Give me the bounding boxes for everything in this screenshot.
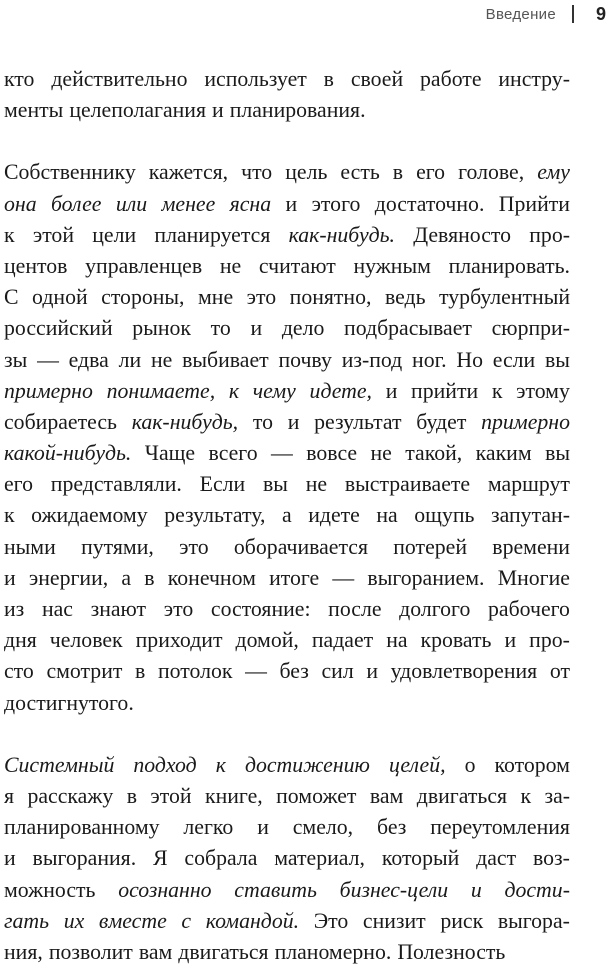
word: кровать <box>420 628 492 653</box>
text-line <box>4 251 570 282</box>
word: риск <box>440 908 484 933</box>
word: и <box>4 846 16 871</box>
paragraph-gap <box>4 126 570 157</box>
word: к <box>520 783 532 808</box>
word: ведь <box>384 285 426 310</box>
text-line <box>4 407 570 438</box>
word: представляли. <box>50 472 182 497</box>
word: Я <box>153 846 168 871</box>
word: работе <box>420 67 482 91</box>
word: и <box>4 565 16 590</box>
italic-word: к <box>228 378 240 403</box>
paragraph-gap <box>4 719 570 750</box>
word: в <box>323 67 334 91</box>
word: стороны, <box>101 285 185 310</box>
word: снизит <box>362 908 426 933</box>
italic-word: примерно <box>481 409 570 434</box>
text-line <box>4 313 570 344</box>
word: потолок <box>157 659 233 684</box>
word: я <box>4 783 15 808</box>
word: идете <box>308 503 360 528</box>
running-header <box>486 0 608 28</box>
word: результату, <box>164 503 266 528</box>
word: целеполагания <box>69 98 207 123</box>
word: это <box>246 285 277 310</box>
word: то <box>210 316 231 341</box>
word: котором <box>494 752 570 777</box>
word: Многие <box>497 565 570 590</box>
text-line <box>4 469 570 500</box>
word: кажется, <box>148 160 229 185</box>
italic-word: понимаете, <box>106 378 216 403</box>
word: такой, <box>405 441 463 466</box>
word: турбулентный <box>439 285 570 310</box>
word: в <box>126 783 137 808</box>
word: российский <box>4 316 113 341</box>
word: легко <box>183 815 234 840</box>
italic-word: с <box>181 908 192 933</box>
word: этой <box>32 222 75 247</box>
word: к <box>4 503 15 528</box>
word: а <box>281 503 292 528</box>
word: выгора- <box>497 908 570 933</box>
text-line <box>4 500 570 531</box>
word: одной <box>32 285 88 310</box>
word: не <box>219 253 242 278</box>
word: расскажу <box>27 783 114 808</box>
word: вы <box>545 347 570 372</box>
word: вам <box>369 783 404 808</box>
word: собираетесь <box>4 409 117 434</box>
text-line <box>4 438 570 469</box>
word: его <box>416 160 446 185</box>
word: Если <box>199 472 246 497</box>
word: сюрпри- <box>491 316 570 341</box>
italic-word: и <box>470 877 482 902</box>
word: от <box>549 659 570 684</box>
text-line <box>4 376 570 407</box>
word: сил <box>321 659 354 684</box>
word: всего <box>208 441 258 466</box>
word: инстру- <box>498 67 570 91</box>
word: ожидаемому <box>31 503 148 528</box>
word: не <box>370 441 392 466</box>
word: планировать. <box>448 253 570 278</box>
italic-word: ставить <box>234 877 317 902</box>
word: каким <box>475 441 532 466</box>
word: ными <box>4 534 56 559</box>
italic-word: более <box>51 191 102 216</box>
word: ния, <box>4 939 43 964</box>
word: планомерно. <box>274 939 392 964</box>
word: сто <box>4 659 34 684</box>
word: на <box>386 628 408 653</box>
word: в <box>135 659 146 684</box>
word: вовсе <box>306 441 358 466</box>
word: — <box>245 659 267 684</box>
word: планирования. <box>229 98 366 123</box>
word: этого <box>311 191 361 216</box>
word: что <box>241 160 273 185</box>
word: про- <box>529 222 570 247</box>
italic-word: целей, <box>388 752 446 777</box>
word: С <box>4 285 19 310</box>
italic-word: ясна <box>229 191 272 216</box>
word: итоге <box>269 565 320 590</box>
italic-word: она <box>4 191 37 216</box>
word: оборачивается <box>233 534 368 559</box>
word: падает <box>311 628 374 653</box>
word: без <box>279 659 309 684</box>
word: управленцев <box>85 253 203 278</box>
italic-word: подход <box>133 752 197 777</box>
italic-word: бизнес-цели <box>339 877 449 902</box>
word: своей <box>350 67 404 91</box>
text-line <box>4 189 570 220</box>
text-line <box>4 64 570 95</box>
text-line <box>4 688 570 719</box>
word: вам <box>138 939 173 964</box>
word: домой, <box>235 628 299 653</box>
italic-word: как-нибудь. <box>288 222 395 247</box>
page-body-text <box>4 64 570 968</box>
word: времени <box>492 534 570 559</box>
text-line <box>4 750 570 781</box>
italic-word: идете, <box>309 378 372 403</box>
word: понятно, <box>289 285 372 310</box>
word: и <box>366 659 378 684</box>
word: о <box>464 752 476 777</box>
word: этому <box>516 378 570 403</box>
text-line <box>4 656 570 687</box>
italic-word: примерно <box>4 378 93 403</box>
word: есть <box>340 160 380 185</box>
word: состояние: <box>210 597 311 621</box>
word: дня <box>4 628 37 653</box>
word: менты <box>4 98 64 123</box>
text-line <box>4 345 570 376</box>
word: и <box>285 191 298 216</box>
italic-word: вместе <box>98 908 167 933</box>
word: на <box>376 503 398 528</box>
word: достигнутого. <box>4 690 134 715</box>
word: собрала <box>184 846 258 871</box>
word: выгорания. <box>32 846 137 871</box>
word: к <box>491 378 503 403</box>
word: Полезность <box>397 939 506 964</box>
word: конечном <box>167 565 256 590</box>
word: а <box>121 565 132 590</box>
word: результат <box>314 409 402 434</box>
word: вы <box>263 472 288 497</box>
text-line <box>4 95 570 126</box>
word: рабочего <box>488 597 570 621</box>
word: будет <box>416 409 467 434</box>
word: за- <box>544 783 570 808</box>
word: — <box>37 347 59 372</box>
word: и <box>212 98 224 123</box>
word: Чаще <box>144 441 196 466</box>
word: кто <box>4 67 35 91</box>
word: то <box>252 409 273 434</box>
word: действительно <box>51 67 188 91</box>
word: потерей <box>393 534 467 559</box>
word: использует <box>204 67 307 91</box>
word: если <box>492 347 536 372</box>
word: зы <box>4 347 28 372</box>
word: человек <box>49 628 123 653</box>
word: в <box>144 565 155 590</box>
word: нас <box>41 597 73 621</box>
word: не <box>305 472 328 497</box>
word: едва <box>68 347 109 372</box>
text-line <box>4 532 570 563</box>
text-line <box>4 843 570 874</box>
text-line <box>4 282 570 313</box>
text-line <box>4 812 570 843</box>
page-number: 9 <box>595 3 606 24</box>
word: мне <box>198 285 234 310</box>
word: и <box>250 316 263 341</box>
word: — <box>332 565 355 590</box>
word: и <box>385 378 398 403</box>
word: выбивает <box>182 347 269 372</box>
text-line <box>4 875 570 906</box>
word: это <box>163 597 194 621</box>
word: Это <box>313 908 349 933</box>
word: выгоранием. <box>367 565 485 590</box>
word: ощупь <box>414 503 475 528</box>
italic-word: к <box>215 752 226 777</box>
word: без <box>377 815 407 840</box>
word: смотрит <box>46 659 123 684</box>
word: достаточно. <box>374 191 485 216</box>
word: переутомления <box>430 815 570 840</box>
text-line <box>4 563 570 594</box>
italic-word: какой-нибудь. <box>4 441 132 466</box>
word: воз- <box>532 846 570 871</box>
word: энергии, <box>28 565 109 590</box>
header-divider <box>572 5 574 23</box>
word: книге, <box>205 783 263 808</box>
word: из-под <box>341 347 403 372</box>
word: Прийти <box>498 191 570 216</box>
word: маршрут <box>487 472 570 497</box>
word: рынок <box>132 316 191 341</box>
word: вы <box>545 441 570 466</box>
word: ли <box>118 347 142 372</box>
text-line <box>4 781 570 812</box>
word: Собственнику <box>4 160 136 185</box>
italic-word: Системный <box>4 752 115 777</box>
word: приходит <box>135 628 223 653</box>
word: поможет <box>276 783 357 808</box>
word: — <box>271 441 293 466</box>
italic-word: командой. <box>205 908 300 933</box>
word: центов <box>4 253 68 278</box>
italic-word: их <box>63 908 85 933</box>
word: и <box>504 628 517 653</box>
word: даст <box>476 846 517 871</box>
italic-word: или <box>115 191 148 216</box>
word: путями, <box>81 534 154 559</box>
word: планируется <box>154 222 271 247</box>
text-line <box>4 594 570 625</box>
word: долгого <box>399 597 471 621</box>
word: цель <box>285 160 328 185</box>
word: прийти <box>411 378 479 403</box>
text-line <box>4 220 570 251</box>
word: его <box>4 472 33 497</box>
paragraph <box>4 750 570 968</box>
word: после <box>328 597 382 621</box>
word: запутан- <box>491 503 570 528</box>
word: выстраиваете <box>344 472 471 497</box>
word: удовлетворения <box>390 659 538 684</box>
italic-word: дости- <box>504 877 570 902</box>
word: двигаться <box>178 939 269 964</box>
text-line <box>4 906 570 937</box>
word: и <box>287 409 300 434</box>
word: Но <box>456 347 483 372</box>
paragraph <box>4 157 570 718</box>
italic-word: менее <box>161 191 216 216</box>
word: планированному <box>4 815 160 840</box>
word: можность <box>4 877 96 902</box>
word: не <box>150 347 173 372</box>
word: цели <box>92 222 137 247</box>
word: смело, <box>292 815 354 840</box>
word: позволит <box>48 939 133 964</box>
italic-word: чему <box>252 378 296 403</box>
word: этой <box>150 783 192 808</box>
section-title: Введение <box>485 5 556 23</box>
italic-word: гать <box>4 908 50 933</box>
italic-word: достижению <box>244 752 370 777</box>
word: и <box>257 815 269 840</box>
word: из <box>4 597 25 621</box>
word: в <box>392 160 404 185</box>
word: Девяносто <box>413 222 512 247</box>
text-line <box>4 937 570 968</box>
word: почву <box>278 347 332 372</box>
word: подбрасывает <box>344 316 472 341</box>
italic-word: ему <box>537 160 570 185</box>
word: считают <box>258 253 336 278</box>
text-line <box>4 157 570 188</box>
text-line <box>4 625 570 656</box>
word: дело <box>281 316 325 341</box>
word: знают <box>90 597 147 621</box>
word: к <box>4 222 15 247</box>
italic-word: осознанно <box>118 877 212 902</box>
word: про- <box>529 628 570 653</box>
word: нужным <box>353 253 431 278</box>
italic-word: как-нибудь, <box>131 409 239 434</box>
word: материал, <box>274 846 365 871</box>
word: который <box>381 846 460 871</box>
word: ног. <box>412 347 447 372</box>
paragraph <box>4 64 570 126</box>
word: голове, <box>458 160 525 185</box>
word: двигаться <box>416 783 508 808</box>
word: это <box>179 534 209 559</box>
